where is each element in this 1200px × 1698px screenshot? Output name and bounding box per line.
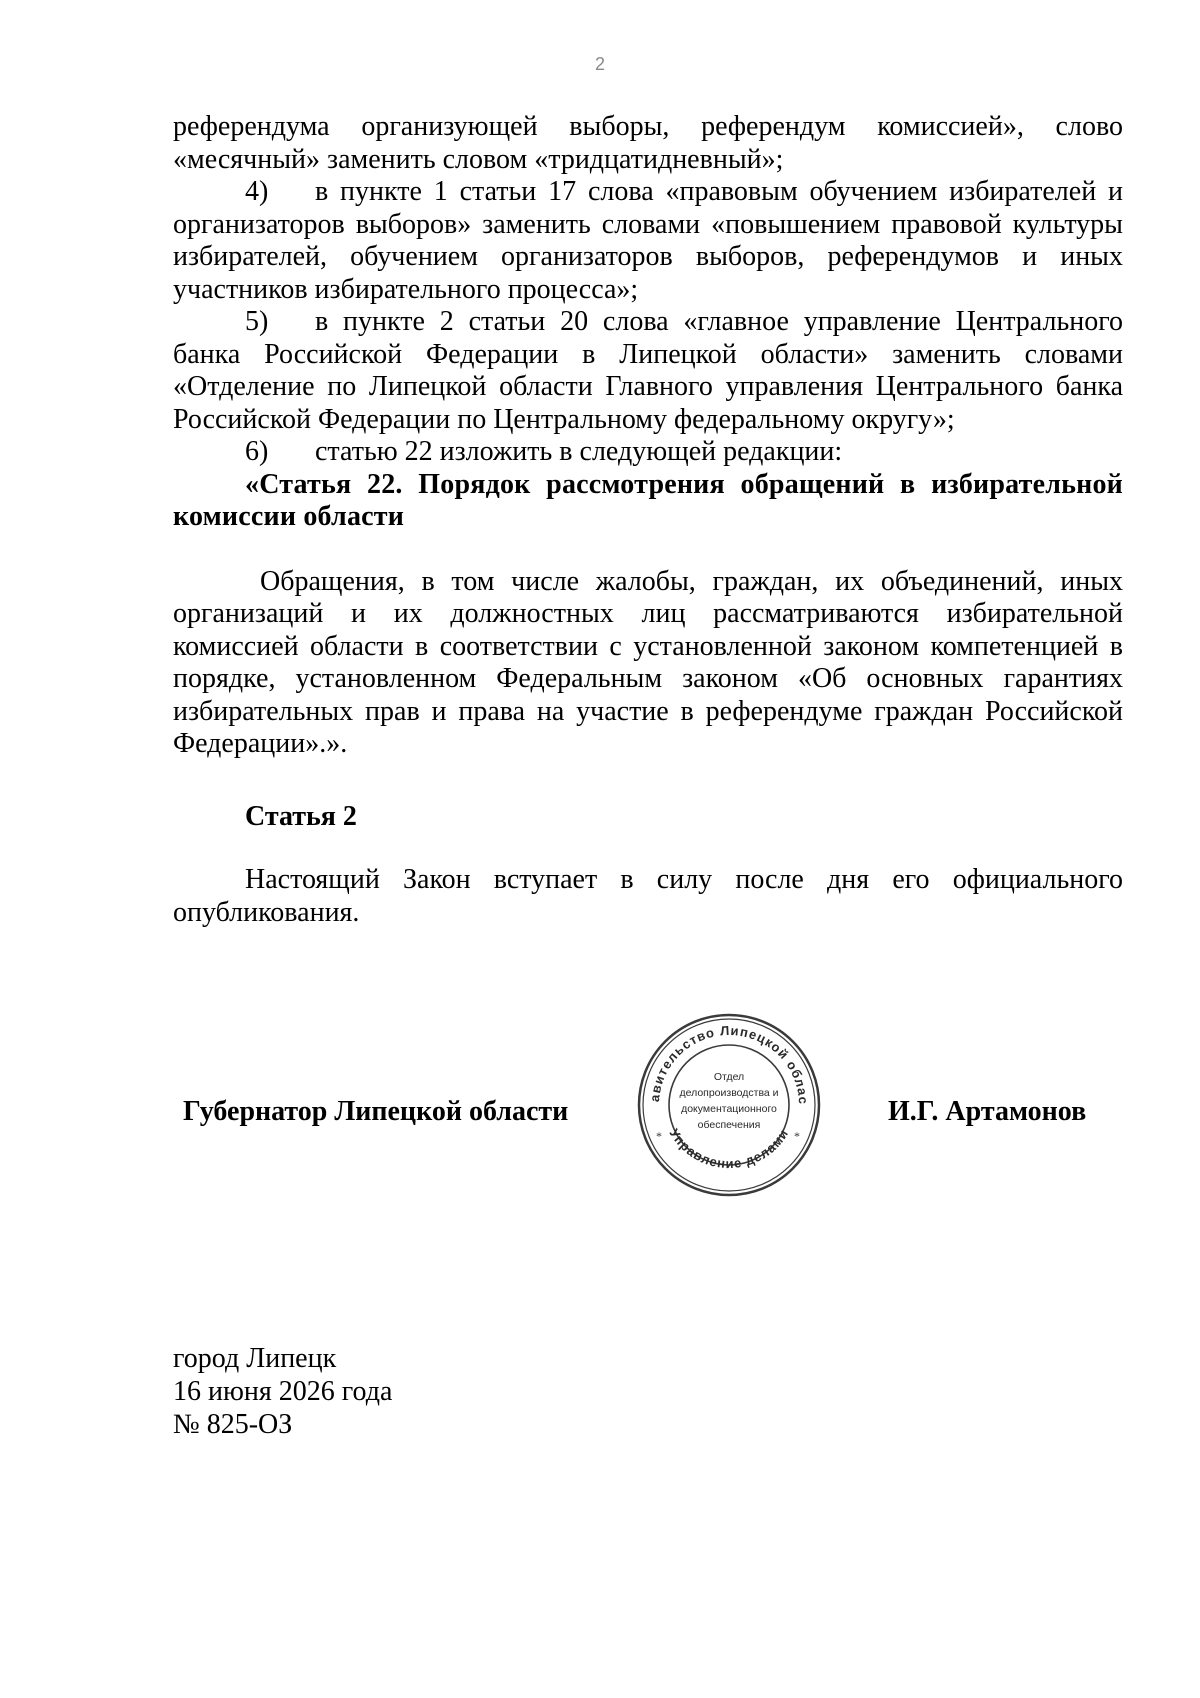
stamp-outer-text: авительство Липецкой облас xyxy=(646,1022,812,1106)
article-2-heading: Статья 2 xyxy=(245,801,357,832)
list-item-number: 4) xyxy=(245,176,269,207)
signatory-position: Губернатор Липецкой области xyxy=(183,1096,569,1127)
list-item xyxy=(173,176,1123,306)
list-item-text: в пункте 1 статьи 17 слова «правовым обучением избирателей и организаторов выборов» заменить словами «повышением правовой культуры избирателей, обучением организаторов выборов, референдумов и иных участников избирательного процесса»; xyxy=(173,176,1123,305)
document-footer xyxy=(173,1342,392,1441)
article-22-title: «Статья 22. Порядок рассмотрения обращений в избирательной комиссии области xyxy=(173,468,1123,532)
official-stamp xyxy=(634,1010,824,1200)
amendments-block xyxy=(173,111,1123,761)
svg-text:Управление делами xyxy=(666,1126,791,1171)
stamp-seal-icon xyxy=(634,1010,824,1200)
stamp-inner-line: документационного xyxy=(681,1103,777,1115)
stamp-inner-line: делопроизводства и xyxy=(679,1087,779,1099)
footer-city: город Липецк xyxy=(173,1343,337,1374)
list-item-number: 5) xyxy=(245,306,269,337)
list-item xyxy=(173,436,1123,469)
footer-date: 16 июня 2026 года xyxy=(173,1376,393,1407)
svg-text:*: * xyxy=(794,1129,800,1143)
signatory-name: И.Г. Артамонов xyxy=(888,1096,1087,1127)
svg-text:*: * xyxy=(656,1129,662,1143)
list-item-number: 6) xyxy=(245,436,269,467)
stamp-inner-line: Отдел xyxy=(713,1071,745,1083)
footer-law-number: № 825-ОЗ xyxy=(173,1409,293,1440)
list-item xyxy=(173,306,1123,436)
stamp-bottom-text: Управление делами xyxy=(666,1125,792,1172)
list-item-text: статью 22 изложить в следующей редакции: xyxy=(315,436,843,467)
article-2-text: Настоящий Закон вступает в силу после дня его официального опубликования. xyxy=(173,864,1123,928)
list-item-text: в пункте 2 статьи 20 слова «главное управление Центрального банка Российской Федерации в Липецкой области» заменить словами «Отделение по Липецкой области Главного управления Центрального банка Российской Федерации по Центральному федеральному округу»; xyxy=(173,306,1123,435)
continuation-paragraph: референдума организующей выборы, референдум комиссией», слово «месячный» заменить словом «тридцатидневный»; xyxy=(173,111,1123,175)
article-22-text: Обращения, в том числе жалобы, граждан, их объединений, иных организаций и их должностных лиц рассматриваются избирательной комиссией области в соответствии с установленной законом компетенцией в порядке, установленном Федеральным законом «Об основных гарантиях избирательных прав и права на участие в референдуме граждан Российской Федерации».». xyxy=(173,565,1123,759)
page-number: 2 xyxy=(594,54,605,74)
stamp-inner-line: обеспечения xyxy=(697,1119,761,1131)
